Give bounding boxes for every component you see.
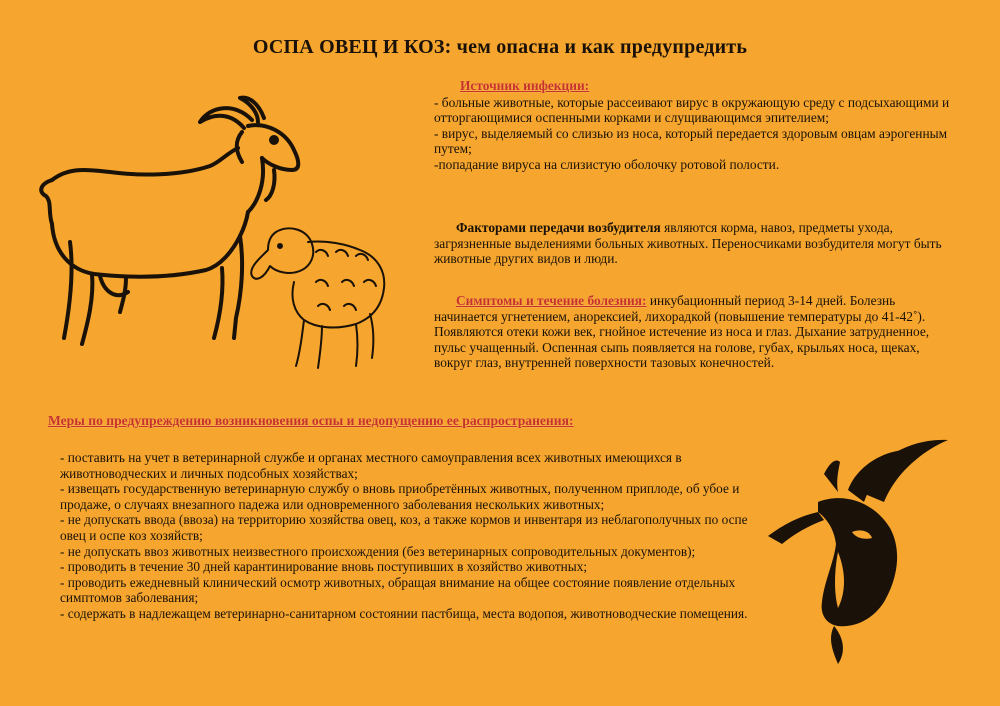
- sheep-outline-illustration: [246, 222, 394, 372]
- source-line: - больные животные, которые рассеивают вирус в окружающую среду с подсыхающими и отторгающимися оспенными корками и слущивающимся эпителием;: [434, 94, 950, 126]
- symptoms-heading: Симптомы и течение болезния:: [456, 293, 647, 308]
- measure-item: - проводить ежедневный клинический осмотр животных, обращая внимание на общее состояние появление отдельных симптомов заболевания;: [60, 574, 736, 606]
- source-line: - вирус, выделяемый со слизью из носа, который передается здоровым овцам аэрогенным путем;: [434, 125, 948, 157]
- prevention-measures-list: [48, 450, 768, 622]
- infection-source-section: [434, 78, 964, 173]
- prevention-measures-heading: Меры по предупреждению возникновения оспы и недопущению ее распространения:: [48, 413, 574, 428]
- transmission-factors-paragraph: [434, 220, 954, 267]
- infection-source-heading: Источник инфекции:: [460, 78, 590, 93]
- transmission-factors-lead: Факторами передачи возбудителя: [456, 220, 661, 235]
- page-title: ОСПА ОВЕЦ И КОЗ: чем опасна и как предупредить: [252, 36, 748, 58]
- symptoms-paragraph: [434, 293, 954, 371]
- measure-item: - содержать в надлежащем ветеринарно-санитарном состоянии пастбища, места водопоя, животноводческие помещения.: [60, 605, 748, 621]
- symptoms-text: инкубационный период 3-14 дней. Болезнь начинается угнетением, анорексией, лихорадкой (повышение температуры до 41-42˚). Появляются отеки кожи век, гнойное истечение из носа и глаз. Дыхание затрудненное, пульс учащенный. Оспенная сыпь появляется на голове, губах, крыльях носа, щеках, вокруг глаз, внутренней поверхности тазовых конечностей.: [434, 293, 930, 371]
- measure-item: - извещать государственную ветеринарную службу о вновь приобретённых животных, полученном приплоде, об убое и продаже, о случаях внезапного падежа или одновременного заболевания нескольких животных;: [60, 481, 740, 512]
- measure-item: - не допускать ввоз животных неизвестного происхождения (без ветеринарных сопроводительных документов);: [60, 543, 696, 559]
- transmission-factors-text: являются корма, навоз, предметы ухода, загрязненные выделениями больных животных. Переносчиками возбудителя могут быть животные других видов и люди.: [434, 220, 942, 267]
- measure-item: - проводить в течение 30 дней карантинирование вновь поступивших в хозяйство животных;: [60, 559, 588, 575]
- goat-head-silhouette: [764, 432, 954, 664]
- measure-item: - не допускать ввода (ввоза) на территорию хозяйства овец, коз, а также кормов и инвентаря из неблагополучных по оспе овец и оспе коз хозяйств;: [60, 512, 748, 543]
- measure-item: - поставить на учет в ветеринарной службе и органах местного самоуправления всех животных имеющихся в животноводческих и личных подсобных хозяйствах;: [60, 450, 682, 481]
- source-line: -попадание вируса на слизистую оболочку ротовой полости.: [434, 156, 780, 172]
